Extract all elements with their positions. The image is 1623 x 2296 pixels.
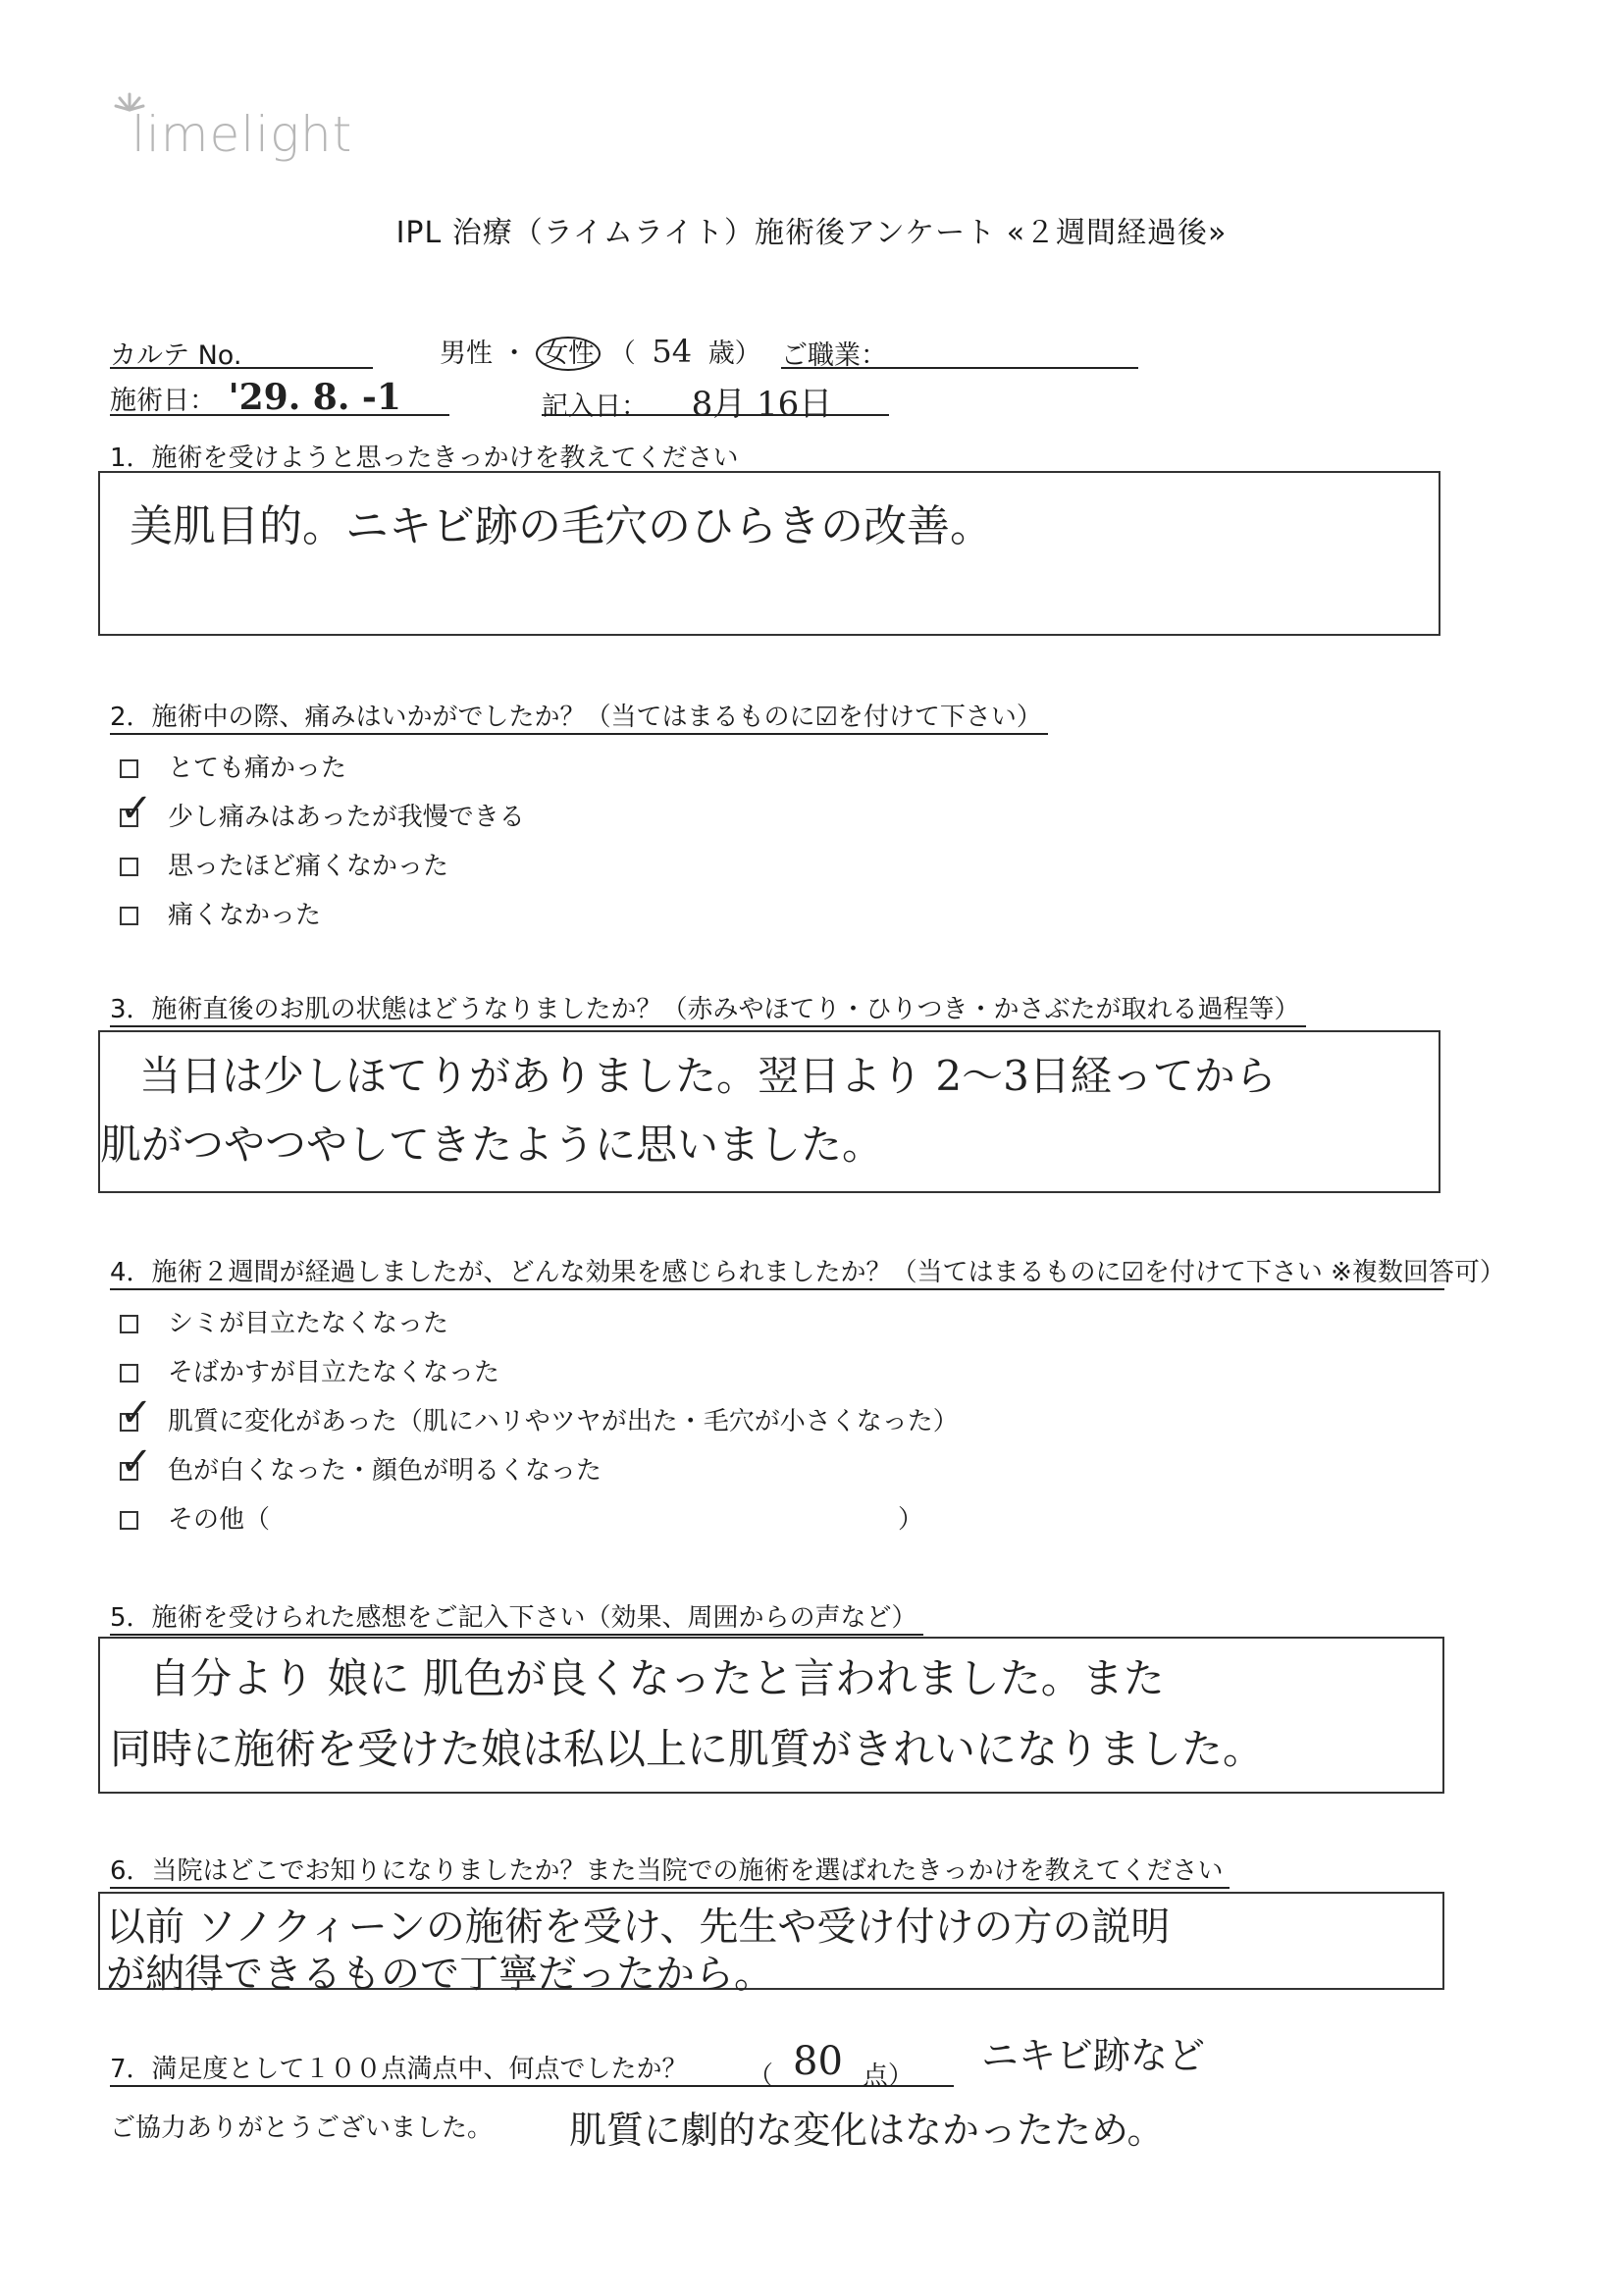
- checkbox-checked[interactable]: [120, 1390, 153, 1435]
- gender-age-row: [440, 332, 761, 370]
- checkbox[interactable]: [120, 1315, 138, 1333]
- q7-question: [110, 2039, 954, 2091]
- score-value: 80: [793, 2039, 843, 2084]
- q4-question: 4．施術２週間が経過しましたが、どんな効果を感じられましたか？（当てはまるものに☑を付けて下さい ※複数回答可）: [110, 1252, 1444, 1290]
- entry-date-field[interactable]: [542, 377, 889, 424]
- logo-text: limelight: [131, 106, 353, 163]
- option-label: シミが目立たなくなった: [168, 1309, 449, 1338]
- option-label: 思ったほど痛くなかった: [168, 852, 449, 881]
- entry-date-label: 記入日：: [542, 391, 648, 422]
- job-label: ご職業：: [781, 340, 887, 371]
- checkbox-checked[interactable]: [120, 786, 153, 831]
- option-label: 少し痛みはあったが我慢できる: [168, 803, 525, 832]
- q7-note-line1: ニキビ跡など: [981, 2034, 1206, 2077]
- option-label: そばかすが目立たなくなった: [168, 1358, 500, 1387]
- thanks-text: ご協力ありがとうございました。: [110, 2113, 494, 2143]
- checkbox-checked[interactable]: [120, 1439, 153, 1485]
- karte-label: カルテ No.: [110, 340, 242, 371]
- q2-option[interactable]: [120, 748, 525, 797]
- q3-answer-line1: 当日は少しほてりがありました。翌日より 2～3日経ってから: [139, 1052, 1277, 1100]
- q2-option[interactable]: [120, 895, 525, 944]
- age-unit: 歳）: [707, 339, 761, 369]
- q2-option[interactable]: [120, 786, 525, 846]
- q4-options: [120, 1303, 959, 1548]
- treatment-date-field[interactable]: [110, 377, 449, 416]
- q7-score[interactable]: [748, 2039, 914, 2094]
- score-open: （: [748, 2061, 774, 2091]
- entry-date-value: 8月 16日: [691, 385, 833, 424]
- q6-answer-line2: が納得できるもので丁寧だったから。: [106, 1952, 773, 1997]
- option-label: 色が白くなった・顔色が明るくなった: [168, 1456, 602, 1486]
- treatment-date-value: '29. 8. -1: [228, 377, 401, 418]
- option-label: 肌質に変化があった（肌にハリやツヤが出た・毛穴が小さくなった）: [168, 1407, 959, 1436]
- q2-option[interactable]: [120, 846, 525, 895]
- checkbox[interactable]: [120, 1511, 138, 1530]
- limelight-logo: [110, 90, 353, 169]
- karte-field[interactable]: [110, 334, 373, 369]
- q1-answer-box[interactable]: [98, 471, 1440, 636]
- checkbox[interactable]: [120, 1364, 138, 1383]
- q2-options: [120, 748, 525, 944]
- q6-answer-line1: 以前 ソノクィーンの施術を受け、先生や受け付けの方の説明: [106, 1905, 1171, 1950]
- q4-option[interactable]: [120, 1439, 959, 1499]
- q5-answer-line2: 同時に施術を受けた娘は私以上に肌質がきれいになりました。: [110, 1725, 1265, 1773]
- gender-separator: ・: [500, 339, 528, 369]
- q7-note-line2: 肌質に劇的な変化はなかったため。: [569, 2109, 1165, 2152]
- checkmark-icon: ✓: [120, 786, 153, 831]
- other-close: ）: [898, 1505, 924, 1535]
- q3-answer-box[interactable]: [98, 1030, 1440, 1193]
- q5-answer-box[interactable]: [98, 1637, 1444, 1794]
- option-label: 痛くなかった: [168, 901, 322, 930]
- score-unit: 点）: [862, 2061, 914, 2091]
- q4-option[interactable]: [120, 1390, 959, 1450]
- other-label: その他（: [168, 1505, 271, 1535]
- q4-option-other[interactable]: [120, 1499, 959, 1548]
- q6-question: 6．当院はどこでお知りになりましたか？また当院での施術を選ばれたきっかけを教えてください: [110, 1851, 1230, 1889]
- treatment-date-label: 施術日：: [110, 386, 216, 416]
- checkmark-icon: ✓: [120, 1439, 153, 1485]
- q5-question: 5．施術を受けられた感想をご記入下さい（効果、周囲からの声など）: [110, 1597, 923, 1636]
- age-value[interactable]: 54: [652, 333, 693, 370]
- q7-question-text: 7．満足度として１００点満点中、何点でしたか？: [110, 2055, 688, 2084]
- checkmark-icon: ✓: [120, 1390, 153, 1435]
- job-field[interactable]: [781, 334, 1138, 369]
- page-title: IPL 治療（ライムライト）施術後アンケート «２週間経過後»: [395, 216, 1228, 250]
- q1-answer: 美肌目的。ニキビ跡の毛穴のひらきの改善。: [130, 501, 993, 551]
- q4-option[interactable]: [120, 1352, 959, 1401]
- q6-answer-box[interactable]: [98, 1892, 1444, 1997]
- gender-female[interactable]: 女性: [536, 337, 601, 371]
- age-open: （: [608, 339, 636, 369]
- gender-male[interactable]: 男性: [440, 339, 493, 369]
- option-label: とても痛かった: [168, 754, 347, 783]
- q2-question: 2．施術中の際、痛みはいかがでしたか？（当てはまるものに☑を付けて下さい）: [110, 697, 1048, 735]
- q1-question: 1．施術を受けようと思ったきっかけを教えてください: [110, 444, 739, 473]
- q5-answer-line1: 自分より 娘に 肌色が良くなったと言われました。また: [149, 1654, 1165, 1702]
- checkbox[interactable]: [120, 907, 138, 925]
- checkbox[interactable]: [120, 858, 138, 876]
- q3-answer-line2: 肌がつやつやしてきたように思いました。: [100, 1121, 884, 1169]
- q3-question: 3．施術直後のお肌の状態はどうなりましたか？（赤みやほてり・ひりつき・かさぶたが取れる過程等）: [110, 989, 1306, 1027]
- q4-option[interactable]: [120, 1303, 959, 1352]
- checkbox[interactable]: [120, 759, 138, 778]
